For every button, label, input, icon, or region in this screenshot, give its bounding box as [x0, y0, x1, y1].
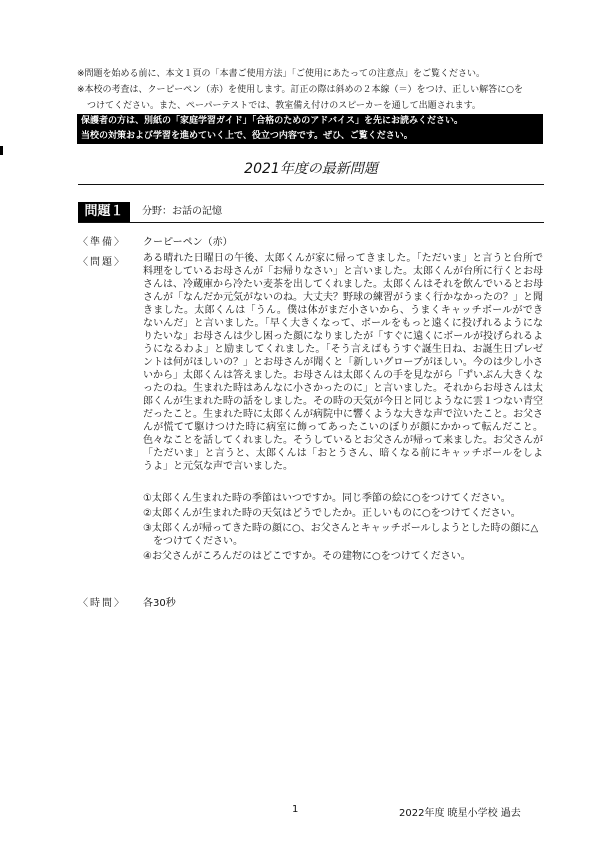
guardian-notice-line-2: 当校の対策および学習を進めていく上で、役立つ内容です。ぜひ、ご覧ください。 — [81, 131, 413, 141]
notice-line-2: ※本校の考査は、クーピーペン（赤）を使用します。訂正の際は斜めの２本線（＝）をつけ、正しい解答に○を — [77, 85, 523, 95]
problem-header — [78, 202, 544, 223]
edge-mark — [0, 146, 3, 155]
problem-badge: 問題１ — [78, 202, 130, 222]
question-item: ③太郎くんが帰ってきた時の顔に○、お父さんとキャッチボールしようとした時の顔に△をつけてください。 — [143, 523, 539, 547]
time-text: 各30秒 — [143, 598, 176, 609]
prep-text: クーピーペン（赤） — [143, 237, 233, 248]
question-item: ④お父さんがころんだのはどこですか。その建物に○をつけてください。 — [143, 551, 471, 562]
time-label: 〈時間〉 — [78, 598, 126, 609]
question-item: ②太郎くんが生まれた時の天気はどうでしたか。正しいものに○をつけてください。 — [143, 508, 521, 519]
problem-field: 分野：お話の記憶 — [142, 206, 222, 217]
story-text — [143, 252, 543, 473]
section-title: 2021年度の最新問題 — [78, 158, 544, 185]
notice-line-1: ※問題を始める前に、本文１頁の「本書ご使用方法」「ご使用にあたっての注意点」をご覧ください。 — [77, 69, 486, 79]
question-label: 〈問題〉 — [78, 257, 126, 268]
page-number: 1 — [292, 804, 299, 815]
notice-line-3: つけてください。また、ペーパーテストでは、教室備え付けのスピーカーを通して出題されます。 — [87, 101, 481, 111]
prep-label: 〈準備〉 — [78, 237, 126, 248]
question-list — [143, 492, 543, 565]
story-paragraph: ある晴れた日曜日の午後、太郎くんが家に帰ってきました。「ただいま」と言うと台所で料理をしているお母さんが「お帰りなさい」と言いました。太郎くんが台所に行くとお母さんは、冷蔵庫から冷たい麦茶を出してくれました。太郎くんはそれを飲んでいるとお母さんが「なんだか元気がないのね。大丈夫？野球の練習がうまく行かなかったの？」と聞きました。太郎くんは「うん。僕は体がまだ小さいから、うまくキャッチボールができないんだ」と言いました。「早く大きくなって、ボールをもっと遠くに投げれるようになりたいな」お母さんは少し困った顔になりましたが「すぐに遠くにボールが投げられるようになるわよ」と励ましてくれました。「そう言えばもうすぐ誕生日ね、お誕生日プレゼントは何がほしいの？」とお母さんが聞くと「新しいグローブがほしい。今のは少し小さいから」太郎くんは答えました。お母さんは太郎くんの手を見ながら「ずいぶん大きくなったのね。生まれた時はあんなに小さかったのに」と言いました。それからお母さんは太郎くんが生まれた時の話をしました。その時の天気が今日と同じようなに雲１つない青空だったこと。生まれた時に太郎くんが病院中に響くような大きな声で泣いたこと。お父さんが慌てて駆けつけた時に病室に飾ってあったこいのぼりが顔にかかって転んだこと。色々なことを話してくれました。そうしているとお父さんが帰って来ました。お父さんが「ただいま」と言うと、太郎くんは「おとうさん、暗くなる前にキャッチボールをしようよ」と元気な声で言いました。 — [143, 253, 543, 472]
guardian-notice-line-1: 保護者の方は、別紙の「家庭学習ガイド」「合格のためのアドバイス」を先にお読みください。 — [81, 116, 463, 126]
question-item: ①太郎くん生まれた時の季節はいつですか。同じ季節の絵に○をつけてください。 — [143, 493, 511, 504]
footer-school: 2022年度 暁星小学校 過去 — [399, 808, 521, 819]
guardian-notice-box — [77, 114, 543, 144]
